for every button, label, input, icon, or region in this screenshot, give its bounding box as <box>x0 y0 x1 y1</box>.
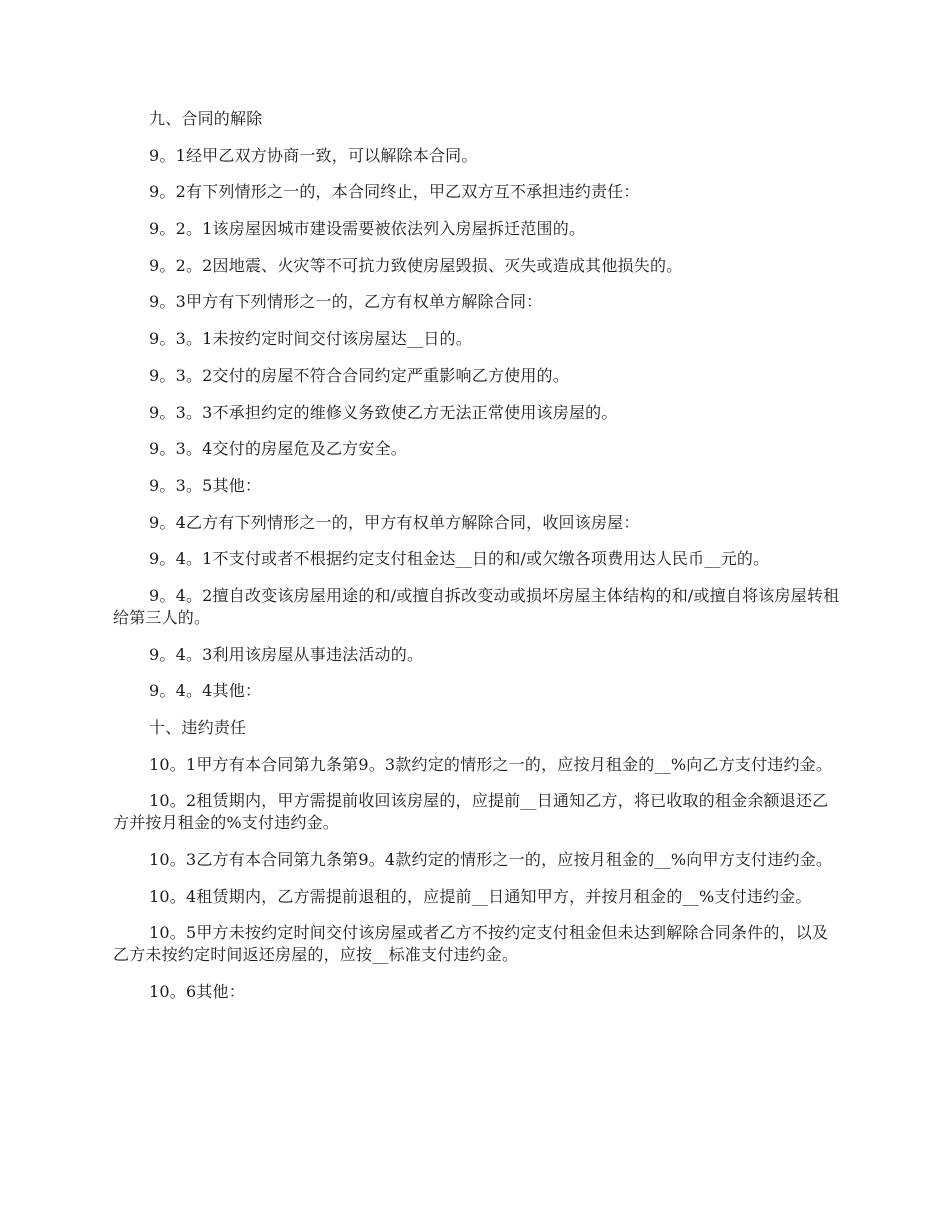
clause-9-3: 9。3甲方有下列情形之一的，乙方有权单方解除合同： <box>149 292 543 312</box>
clause-9-2-1: 9。2。1该房屋因城市建设需要被依法列入房屋拆迁范围的。 <box>149 219 586 239</box>
clause-9-4: 9。4乙方有下列情形之一的，甲方有权单方解除合同，收回该房屋： <box>149 512 640 532</box>
clause-9-2: 9。2有下列情形之一的，本合同终止，甲乙双方互不承担违约责任： <box>149 182 640 202</box>
clause-10-6: 10。6其他： <box>149 982 245 1002</box>
clause-9-3-5: 9。3。5其他： <box>149 475 262 495</box>
section-heading-termination: 九、合同的解除 <box>149 109 263 128</box>
clause-9-4-3: 9。4。3利用该房屋从事违法活动的。 <box>149 644 424 664</box>
clause-9-3-1: 9。3。1未按约定时间交付该房屋达__日的。 <box>149 329 472 349</box>
clause-10-2: 10。2租赁期内，甲方需提前收回该房屋的，应提前__日通知乙方，将已收取的租金余额退还乙方并按月租金的%支付违约金。 <box>113 791 829 833</box>
section-heading-breach-liability: 十、违约责任 <box>149 718 247 737</box>
clause-9-2-2: 9。2。2因地震、火灾等不可抗力致使房屋毁损、灭失或造成其他损失的。 <box>149 255 683 275</box>
clause-9-1: 9。1经甲乙双方协商一致，可以解除本合同。 <box>149 145 478 165</box>
clause-9-3-4: 9。3。4交付的房屋危及乙方安全。 <box>149 439 407 459</box>
clause-9-4-1: 9。4。1不支付或者不根据约定支付租金达__日的和/或欠缴各项费用达人民币__元的。 <box>149 549 770 569</box>
clause-10-3: 10。3乙方有本合同第九条第9。4款约定的情形之一的，应按月租金的__%向甲方支付违约金。 <box>149 850 833 870</box>
clause-10-4: 10。4租赁期内，乙方需提前退租的，应提前__日通知甲方，并按月租金的__%支付违约金。 <box>149 886 812 906</box>
clause-10-1: 10。1甲方有本合同第九条第9。3款约定的情形之一的，应按月租金的__%向乙方支付违约金。 <box>149 754 833 774</box>
clause-9-4-4: 9。4。4其他： <box>149 681 262 701</box>
clause-10-5: 10。5甲方未按约定时间交付该房屋或者乙方不按约定支付租金但未达到解除合同条件的，以及乙方未按约定时间返还房屋的，应按__标准支付违约金。 <box>113 923 829 965</box>
document-body <box>113 108 843 1018</box>
clause-9-4-2: 9。4。2擅自改变该房屋用途的和/或擅自拆改变动或损坏房屋主体结构的和/或擅自将该房屋转租给第三人的。 <box>113 585 840 627</box>
clause-9-3-2: 9。3。2交付的房屋不符合合同约定严重影响乙方使用的。 <box>149 365 569 385</box>
clause-9-3-3: 9。3。3不承担约定的维修义务致使乙方无法正常使用该房屋的。 <box>149 402 618 422</box>
